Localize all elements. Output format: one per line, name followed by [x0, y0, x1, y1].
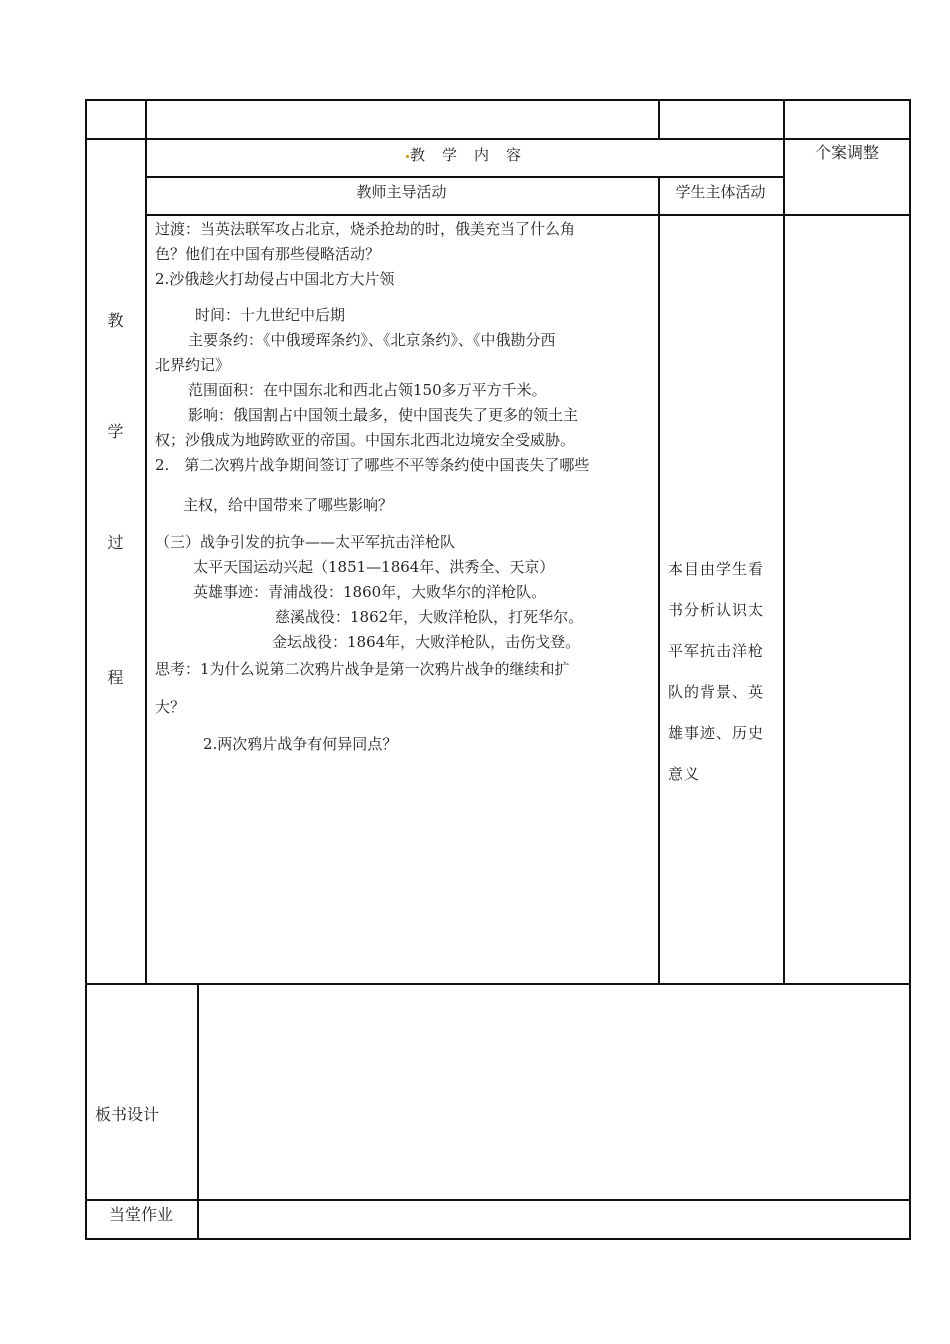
- teacher-student-divider: [658, 176, 660, 984]
- teacher-line-15: 慈溪战役：1862年，大败洋枪队，打死华尔。: [275, 608, 584, 626]
- content-title-bottom-border: [145, 176, 785, 178]
- side-label-char-1: 教: [107, 311, 124, 330]
- process-bottom-border: [85, 983, 911, 985]
- teacher-line-1: 过渡：当英法联军攻占北京，烧杀抢劫的时，俄美充当了什么角: [155, 220, 576, 238]
- teacher-line-16: 金坛战役：1864年，大败洋枪队，击伤戈登。: [272, 633, 581, 651]
- content-title: [145, 145, 783, 165]
- teacher-line-3: 2.沙俄趁火打劫侵占中国北方大片领: [155, 270, 395, 288]
- content-title-text: 教 学 内 容: [409, 146, 522, 164]
- adjust-column-divider: [783, 99, 785, 984]
- teacher-line-10: 2. 第二次鸦片战争期间签订了哪些不平等条约使中国丧失了哪些: [155, 456, 590, 474]
- teacher-line-6: 北界约记》: [155, 356, 231, 374]
- teacher-line-9: 权；沙俄成为地跨欧亚的帝国。中国东北西北边境安全受威胁。: [155, 431, 576, 449]
- teacher-line-17: 思考：1为什么说第二次鸦片战争是第一次鸦片战争的继续和扩: [155, 660, 570, 678]
- teacher-column-header: 教师主导活动: [356, 183, 447, 201]
- student-activity-note: 本目由学生看书分析认识太平军抗击洋枪队的背景、英雄事迹、历史意义: [668, 560, 765, 783]
- teacher-line-18: 大？: [155, 698, 186, 716]
- teacher-line-2: 色？他们在中国有那些侵略活动？: [155, 245, 381, 263]
- column-header-bottom-border: [145, 214, 911, 216]
- footer-label-divider: [197, 983, 199, 1239]
- teacher-line-5: 主要条约：《中俄瑷珲条约》、《北京条约》、《中俄勘分西: [188, 331, 556, 349]
- teacher-line-19: 2.两次鸦片战争有何异同点？: [203, 735, 398, 753]
- teacher-student-divider-top: [658, 99, 660, 139]
- teacher-line-12: （三）战争引发的抗争——太平军抗击洋枪队: [155, 533, 456, 551]
- row1-bottom-border: [85, 138, 911, 140]
- side-column-divider: [145, 99, 147, 984]
- teacher-line-13: 太平天国运动兴起（1851—1864年、洪秀全、天京）: [193, 558, 555, 576]
- table-right-border: [909, 99, 911, 1240]
- mark-dot: [406, 155, 409, 158]
- board-bottom-border: [85, 1199, 911, 1201]
- table-top-border: [85, 99, 911, 101]
- side-label-char-2: 学: [107, 422, 124, 441]
- side-label-char-4: 程: [107, 668, 124, 687]
- teacher-line-14: 英雄事迹：青浦战役：1860年，大败华尔的洋枪队。: [193, 583, 547, 601]
- student-column-header: 学生主体活动: [675, 183, 766, 201]
- teacher-line-8: 影响：俄国割占中国领土最多，使中国丧失了更多的领土主: [188, 406, 579, 424]
- side-label-char-3: 过: [107, 533, 124, 552]
- table-bottom-border: [85, 1238, 911, 1240]
- teacher-line-11: 主权，给中国带来了哪些影响？: [183, 496, 394, 514]
- adjust-title: 个案调整: [814, 143, 879, 162]
- teacher-line-7: 范围面积：在中国东北和西北占领150多万平方千米。: [188, 381, 547, 399]
- teacher-line-4: 时间：十九世纪中后期: [195, 306, 346, 324]
- homework-label: 当堂作业: [108, 1205, 173, 1224]
- board-design-label: 板书设计: [95, 1105, 160, 1124]
